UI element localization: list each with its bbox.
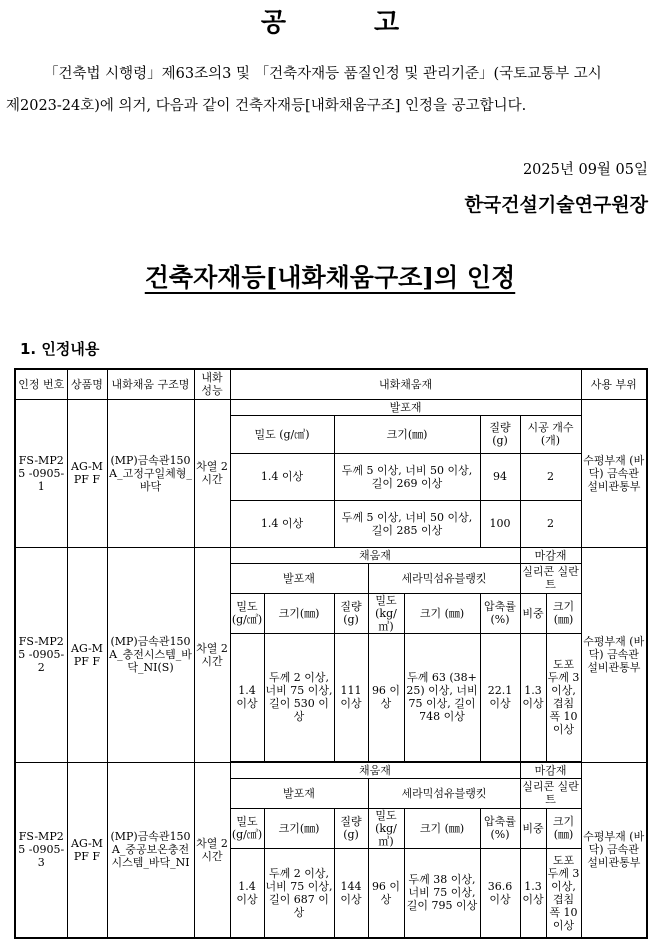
cell-structure: (MP)금속관150A_충전시스템_바닥_NI(S)	[107, 547, 194, 762]
table-row	[15, 547, 647, 563]
cell-foam-size: 두께 2 이상, 너비 75 이상, 길이 530 이상	[264, 633, 334, 761]
header-fire-perf: 내화 성능	[194, 369, 230, 399]
cell-mass: 100	[480, 500, 520, 547]
header-fill-material: 내화채움재	[230, 369, 581, 399]
cell-blanket-size: 두께 63 (38+25) 이상, 너비 75 이상, 길이 748 이상	[404, 633, 480, 761]
cell-location: 수평부재 (바닥) 금속관 설비관통부	[581, 762, 647, 938]
cell-foam-mass: 111 이상	[334, 633, 368, 761]
cell-structure: (MP)금속관150A_고정구일체형_바닥	[107, 399, 194, 547]
cell-count: 2	[520, 453, 581, 500]
subheader-silicone-gravity: 비중	[520, 808, 546, 848]
cell-fire-perf: 차열 2시간	[194, 399, 230, 547]
header-location: 사용 부위	[581, 369, 647, 399]
header-cert-no: 인정 번호	[15, 369, 67, 399]
cell-fire-perf: 차열 2시간	[194, 547, 230, 762]
cell-size: 두께 5 이상, 너비 50 이상, 길이 269 이상	[334, 453, 480, 500]
cell-structure: (MP)금속관150A_중공보온충전시스템_바닥_NI	[107, 762, 194, 938]
cell-foam-label: 발포재	[230, 563, 368, 593]
table-row	[15, 762, 647, 778]
cell-blanket-density: 96 이상	[368, 633, 404, 761]
cell-density: 1.4 이상	[230, 500, 334, 547]
cell-silicone-gravity: 1.3 이상	[520, 848, 546, 938]
subheader-blanket-compression: 압축률 (%)	[480, 593, 520, 633]
cell-blanket-compression: 22.1 이상	[480, 633, 520, 761]
subheader-size: 크기(㎜)	[334, 415, 480, 453]
cell-silicone-label: 실리콘 실란트	[520, 778, 581, 808]
subheader-blanket-size: 크기 (㎜)	[404, 808, 480, 848]
cell-group-foam: 발포재	[230, 399, 581, 415]
cell-foam-mass: 144 이상	[334, 848, 368, 938]
cell-cert-no: FS-MP25 -0905-2	[15, 547, 67, 762]
issuer-name: 한국건설기술연구원장	[464, 194, 648, 216]
subheader-silicone-gravity: 비중	[520, 593, 546, 633]
cell-blanket-density: 96 이상	[368, 848, 404, 938]
subheader-foam-size: 크기(㎜)	[264, 808, 334, 848]
subheader-blanket-density: 밀도 (kg/㎥)	[368, 593, 404, 633]
cell-foam-size: 두께 2 이상, 너비 75 이상, 길이 687 이상	[264, 848, 334, 938]
cell-fill-label: 채움재	[230, 547, 520, 563]
cell-product: AG-MPF F	[67, 762, 107, 938]
subheader-mass: 질량 (g)	[480, 415, 520, 453]
notice-title	[0, 2, 660, 39]
subheader-blanket-size: 크기 (㎜)	[404, 593, 480, 633]
cell-silicone-gravity: 1.3 이상	[520, 633, 546, 761]
subheader-foam-size: 크기(㎜)	[264, 593, 334, 633]
cell-foam-density: 1.4 이상	[230, 633, 264, 761]
cell-cert-no: FS-MP25 -0905-3	[15, 762, 67, 938]
section-title: 1. 인정내용	[20, 340, 100, 358]
subheader-silicone-size: 크기 (㎜)	[546, 808, 581, 848]
subheader-foam-density: 밀도 (g/㎤)	[230, 808, 264, 848]
cell-fill-label: 채움재	[230, 762, 520, 778]
cell-location: 수평부재 (바닥) 금속관 설비관통부	[581, 399, 647, 547]
cell-blanket-label: 세라믹섬유블랭킷	[368, 563, 520, 593]
cell-product: AG-MPF F	[67, 399, 107, 547]
notice-date: 2025년 09월 05일	[522, 162, 648, 178]
cell-foam-label: 발포재	[230, 778, 368, 808]
title-char-1: 공	[260, 8, 286, 38]
cell-count: 2	[520, 500, 581, 547]
cell-silicone-label: 실리콘 실란트	[520, 563, 581, 593]
cell-finish-label: 마감재	[520, 547, 581, 563]
intro-line-1: 「건축법 시행령」제63조의3 및 「건축자재등 품질인정 및 관리기준」(국토교통부 고시	[44, 66, 602, 82]
cell-blanket-label: 세라믹섬유블랭킷	[368, 778, 520, 808]
cell-cert-no: FS-MP25 -0905-1	[15, 399, 67, 547]
table-header-row	[15, 369, 647, 399]
cell-blanket-size: 두께 38 이상, 너비 75 이상, 길이 795 이상	[404, 848, 480, 938]
cell-product: AG-MPF F	[67, 547, 107, 762]
header-structure: 내화채움 구조명	[107, 369, 194, 399]
intro-line-2: 제2023-24호)에 의거, 다음과 같이 건축자재등[내화채움구조] 인정을 공고합니다.	[6, 98, 527, 114]
subheader-foam-mass: 질량 (g)	[334, 808, 368, 848]
certification-table	[14, 368, 648, 939]
notice-heading-text: 건축자재등[내화채움구조]의 인정	[144, 263, 516, 292]
cell-size: 두께 5 이상, 너비 50 이상, 길이 285 이상	[334, 500, 480, 547]
cell-blanket-compression: 36.6 이상	[480, 848, 520, 938]
cell-density: 1.4 이상	[230, 453, 334, 500]
cell-foam-density: 1.4 이상	[230, 848, 264, 938]
subheader-blanket-compression: 압축률 (%)	[480, 808, 520, 848]
notice-heading	[0, 258, 660, 294]
subheader-count: 시공 개수 (개)	[520, 415, 581, 453]
subheader-density: 밀도 (g/㎤)	[230, 415, 334, 453]
cell-silicone-size: 도포 두께 3 이상, 겹침 폭 10 이상	[546, 848, 581, 938]
header-product: 상품명	[67, 369, 107, 399]
subheader-foam-density: 밀도 (g/㎤)	[230, 593, 264, 633]
subheader-foam-mass: 질량 (g)	[334, 593, 368, 633]
table-row	[15, 399, 647, 415]
cell-finish-label: 마감재	[520, 762, 581, 778]
cell-location: 수평부재 (바닥) 금속관 설비관통부	[581, 547, 647, 762]
cell-mass: 94	[480, 453, 520, 500]
cell-fire-perf: 차열 2시간	[194, 762, 230, 938]
title-char-2: 고	[374, 8, 400, 38]
cell-silicone-size: 도포 두께 3 이상, 겹침 폭 10 이상	[546, 633, 581, 761]
subheader-silicone-size: 크기 (㎜)	[546, 593, 581, 633]
subheader-blanket-density: 밀도 (kg/㎥)	[368, 808, 404, 848]
